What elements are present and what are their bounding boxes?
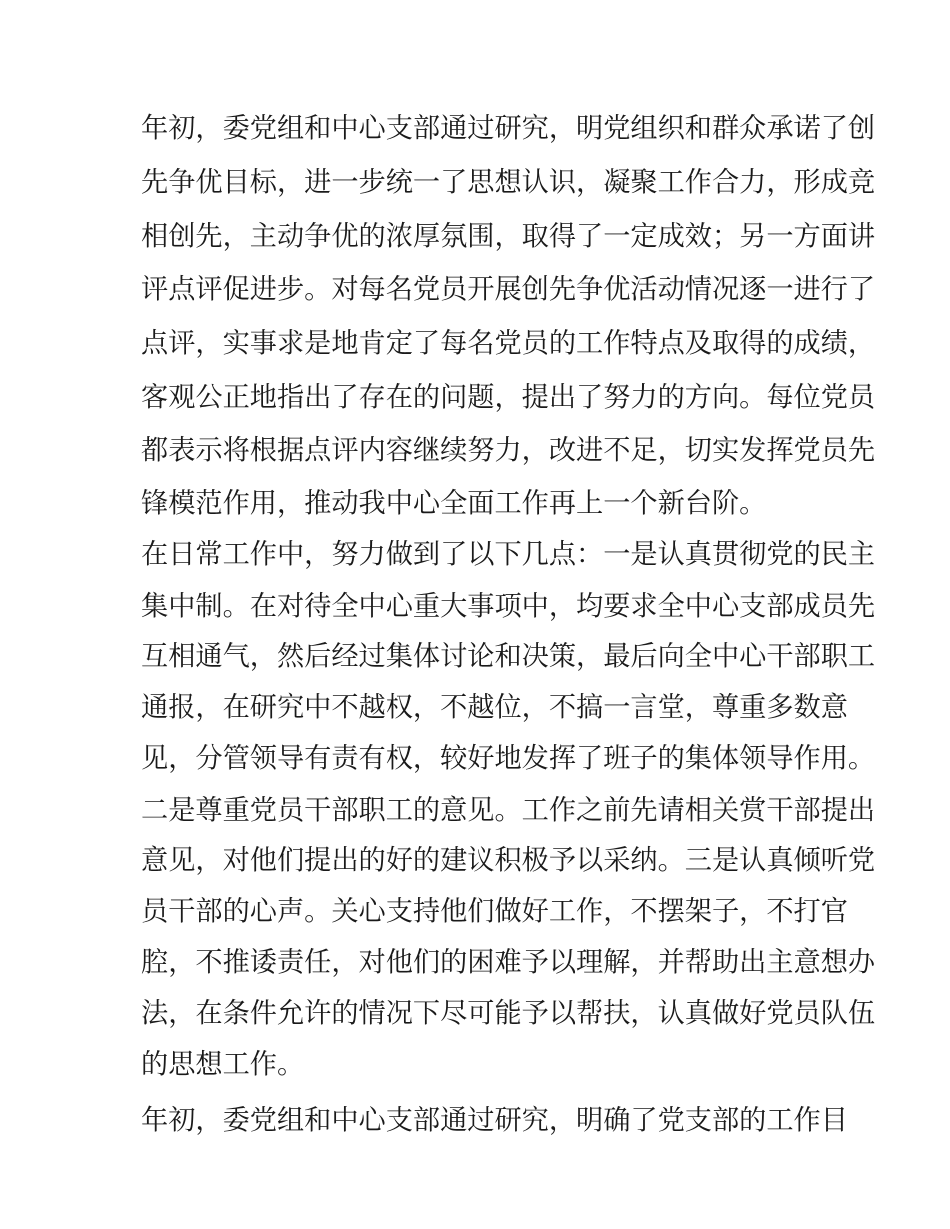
text-line: 在日常工作中，努力做到了以下几点：一是认真贯彻党的民主 xyxy=(141,539,876,570)
text-line: 二是尊重党员干部职工的意见。工作之前先请相关赏干部提出 xyxy=(141,795,876,826)
text-line: 通报，在研究中不越权，不越位，不搞一言堂，尊重多数意 xyxy=(141,692,848,723)
text-line: 相创先，主动争优的浓厚氛围，取得了一定成效；另一方面讲 xyxy=(141,221,876,252)
text-line: 法，在条件允许的情况下尽可能予以帮扶，认真做好党员队伍 xyxy=(141,998,876,1029)
text-line: 腔，不推诿责任，对他们的困难予以理解，并帮助出主意想办 xyxy=(141,947,876,978)
text-line: 年初，委党组和中心支部通过研究，明确了党支部的工作目 xyxy=(141,1105,848,1136)
text-line: 集中制。在对待全中心重大事项中，均要求全中心支部成员先 xyxy=(141,591,876,622)
text-line: 年初，委党组和中心支部通过研究，明党组织和群众承诺了创 xyxy=(141,113,876,144)
text-line: 见，分管领导有责有权，较好地发挥了班子的集体领导作用。 xyxy=(141,743,876,774)
text-line: 的思想工作。 xyxy=(141,1049,305,1080)
text-line: 员干部的心声。关心支持他们做好工作，不摆架子，不打官 xyxy=(141,896,848,927)
text-line: 客观公正地指出了存在的问题，提出了努力的方向。每位党员 xyxy=(141,382,876,413)
text-line: 锋模范作用，推动我中心全面工作再上一个新台阶。 xyxy=(141,488,767,519)
text-line: 都表示将根据点评内容继续努力，改进不足，切实发挥党员先 xyxy=(141,435,876,466)
text-line: 意见，对他们提出的好的建议积极予以采纳。三是认真倾听党 xyxy=(141,845,876,876)
text-line: 先争优目标，进一步统一了思想认识，凝聚工作合力，形成竞 xyxy=(141,167,876,198)
text-line: 互相通气，然后经过集体讨论和决策，最后向全中心干部职工 xyxy=(141,641,876,672)
text-line: 评点评促进步。对每名党员开展创先争优活动情况逐一进行了 xyxy=(141,274,876,305)
text-line: 点评，实事求是地肯定了每名党员的工作特点及取得的成绩， xyxy=(141,328,876,359)
